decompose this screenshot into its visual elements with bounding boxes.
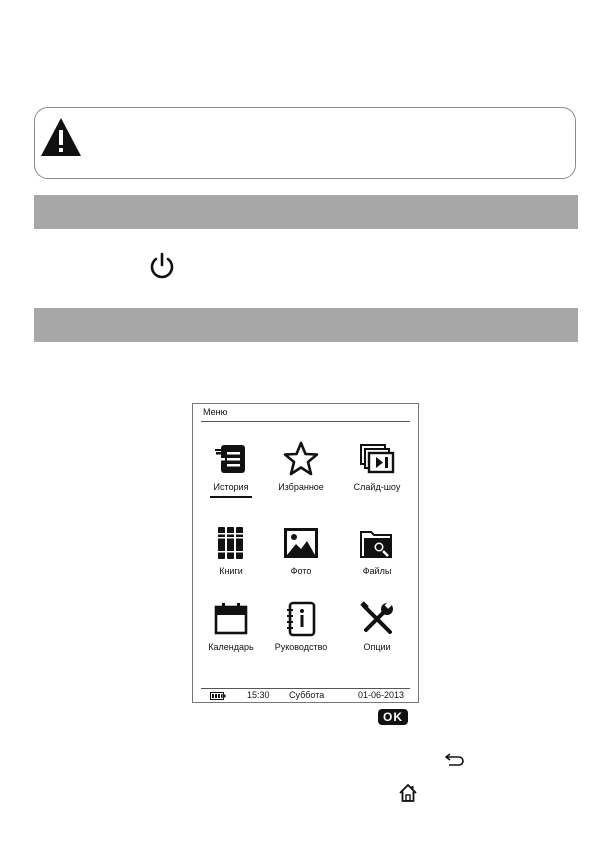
battery-icon bbox=[210, 692, 226, 700]
status-date: 01-06-2013 bbox=[358, 690, 405, 700]
tools-icon bbox=[358, 600, 396, 638]
status-divider bbox=[201, 688, 410, 689]
menu-item-calendar[interactable] bbox=[195, 600, 267, 652]
photo-icon bbox=[282, 524, 320, 562]
menu-item-favorites[interactable] bbox=[265, 440, 337, 492]
section-header-bar bbox=[34, 195, 578, 229]
menu-item-photo[interactable] bbox=[265, 524, 337, 576]
device-screen bbox=[192, 403, 419, 703]
menu-item-label: Руководство bbox=[274, 642, 328, 652]
menu-title: Меню bbox=[203, 407, 228, 417]
menu-item-label: Календарь bbox=[208, 642, 254, 652]
menu-item-slideshow[interactable] bbox=[341, 440, 413, 492]
calendar-icon bbox=[212, 600, 250, 638]
menu-item-label: История bbox=[213, 482, 249, 492]
star-icon bbox=[282, 440, 320, 478]
manual-icon bbox=[282, 600, 320, 638]
ok-icon: OK bbox=[378, 709, 408, 725]
warning-icon bbox=[39, 116, 83, 160]
menu-item-manual[interactable] bbox=[265, 600, 337, 652]
menu-item-label: Слайд-шоу bbox=[353, 482, 401, 492]
slideshow-icon bbox=[358, 440, 396, 478]
section-header-bar bbox=[34, 308, 578, 342]
menu-item-history[interactable] bbox=[195, 440, 267, 498]
back-icon bbox=[444, 752, 466, 766]
status-time: 15:30 bbox=[247, 690, 270, 700]
menu-item-label: Опции bbox=[363, 642, 391, 652]
books-icon bbox=[212, 524, 250, 562]
menu-divider bbox=[201, 421, 410, 422]
folder-search-icon bbox=[358, 524, 396, 562]
power-icon bbox=[149, 252, 175, 280]
menu-item-label: Фото bbox=[290, 566, 312, 576]
menu-item-files[interactable] bbox=[341, 524, 413, 576]
menu-item-options[interactable] bbox=[341, 600, 413, 652]
history-icon bbox=[212, 440, 250, 478]
warning-callout bbox=[34, 107, 576, 179]
menu-item-label: Избранное bbox=[278, 482, 324, 492]
menu-item-books[interactable] bbox=[195, 524, 267, 576]
menu-item-label: Книги bbox=[219, 566, 243, 576]
status-day: Суббота bbox=[289, 690, 325, 700]
home-icon bbox=[398, 783, 418, 803]
menu-item-label: Файлы bbox=[362, 566, 392, 576]
selection-underline bbox=[210, 496, 252, 498]
